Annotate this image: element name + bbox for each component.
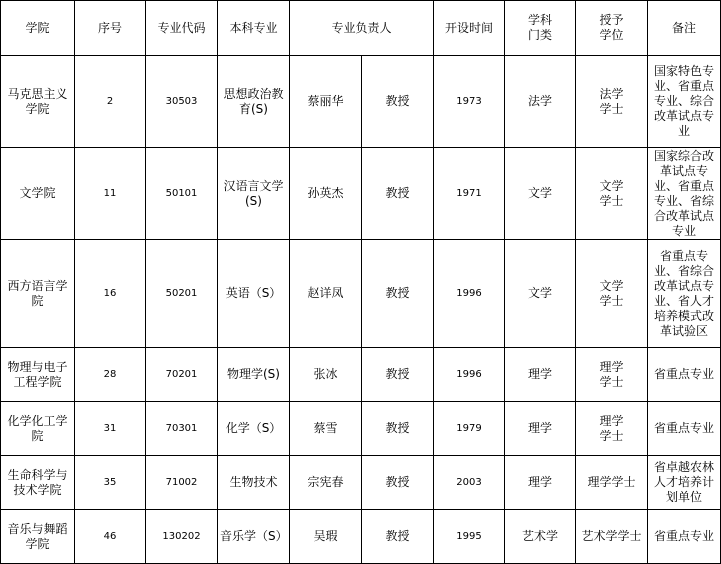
- cell-major: 音乐学（S）: [218, 510, 290, 564]
- cell-notes: 省重点专业: [648, 510, 721, 564]
- cell-college: 文学院: [1, 148, 75, 240]
- cell-code: 70301: [146, 402, 218, 456]
- cell-title: 教授: [362, 456, 434, 510]
- cell-degree: 理学 学士: [576, 402, 648, 456]
- cell-college: 音乐与舞蹈学院: [1, 510, 75, 564]
- cell-degree: 艺术学学士: [576, 510, 648, 564]
- cell-title: 教授: [362, 56, 434, 148]
- cell-seq: 46: [75, 510, 146, 564]
- cell-title: 教授: [362, 348, 434, 402]
- cell-leader: 蔡丽华: [290, 56, 362, 148]
- cell-year: 1979: [434, 402, 505, 456]
- cell-category: 艺术学: [505, 510, 576, 564]
- cell-major: 汉语言文学(S): [218, 148, 290, 240]
- header-college: 学院: [1, 1, 75, 56]
- header-year: 开设时间: [434, 1, 505, 56]
- cell-seq: 11: [75, 148, 146, 240]
- cell-notes: 省重点专业: [648, 402, 721, 456]
- cell-leader: 吴瑕: [290, 510, 362, 564]
- cell-major: 英语（S）: [218, 240, 290, 348]
- cell-notes: 国家特色专业、省重点专业、综合改革试点专业: [648, 56, 721, 148]
- cell-title: 教授: [362, 240, 434, 348]
- cell-code: 130202: [146, 510, 218, 564]
- cell-seq: 2: [75, 56, 146, 148]
- table-row: [1, 148, 721, 240]
- header-degree: 授予 学位: [576, 1, 648, 56]
- cell-leader: 赵详凤: [290, 240, 362, 348]
- cell-leader: 蔡雪: [290, 402, 362, 456]
- table-row: [1, 456, 721, 510]
- cell-category: 理学: [505, 348, 576, 402]
- table-row: [1, 56, 721, 148]
- cell-code: 70201: [146, 348, 218, 402]
- cell-college: 马克思主义学院: [1, 56, 75, 148]
- cell-college: 化学化工学院: [1, 402, 75, 456]
- cell-category: 理学: [505, 456, 576, 510]
- header-category: 学科 门类: [505, 1, 576, 56]
- header-seq: 序号: [75, 1, 146, 56]
- cell-notes: 国家综合改革试点专业、省重点专业、省综合改革试点专业: [648, 148, 721, 240]
- cell-notes: 省重点专业、省综合改革试点专业、省人才培养模式改革试验区: [648, 240, 721, 348]
- cell-college: 西方语言学院: [1, 240, 75, 348]
- table-row: [1, 240, 721, 348]
- cell-year: 1973: [434, 56, 505, 148]
- cell-category: 理学: [505, 402, 576, 456]
- cell-major: 生物技术: [218, 456, 290, 510]
- cell-title: 教授: [362, 148, 434, 240]
- cell-code: 71002: [146, 456, 218, 510]
- cell-major: 思想政治教育(S): [218, 56, 290, 148]
- cell-year: 1971: [434, 148, 505, 240]
- table-row: [1, 510, 721, 564]
- cell-category: 文学: [505, 240, 576, 348]
- cell-category: 文学: [505, 148, 576, 240]
- cell-college: 生命科学与技术学院: [1, 456, 75, 510]
- cell-seq: 28: [75, 348, 146, 402]
- table-header-row: [1, 1, 721, 56]
- cell-degree: 文学 学士: [576, 240, 648, 348]
- table-row: [1, 348, 721, 402]
- cell-code: 50101: [146, 148, 218, 240]
- cell-degree: 理学 学士: [576, 348, 648, 402]
- header-code: 专业代码: [146, 1, 218, 56]
- cell-year: 1995: [434, 510, 505, 564]
- cell-degree: 法学 学士: [576, 56, 648, 148]
- cell-seq: 35: [75, 456, 146, 510]
- cell-degree: 理学学士: [576, 456, 648, 510]
- cell-title: 教授: [362, 402, 434, 456]
- cell-seq: 31: [75, 402, 146, 456]
- cell-degree: 文学 学士: [576, 148, 648, 240]
- cell-year: 1996: [434, 348, 505, 402]
- cell-leader: 张冰: [290, 348, 362, 402]
- cell-notes: 省重点专业: [648, 348, 721, 402]
- cell-leader: 宗宪春: [290, 456, 362, 510]
- cell-code: 50201: [146, 240, 218, 348]
- cell-year: 1996: [434, 240, 505, 348]
- header-leader: 专业负责人: [290, 1, 434, 56]
- cell-title: 教授: [362, 510, 434, 564]
- cell-notes: 省卓越农林人才培养计划单位: [648, 456, 721, 510]
- cell-major: 化学（S）: [218, 402, 290, 456]
- header-notes: 备注: [648, 1, 721, 56]
- cell-category: 法学: [505, 56, 576, 148]
- cell-code: 30503: [146, 56, 218, 148]
- cell-leader: 孙英杰: [290, 148, 362, 240]
- cell-college: 物理与电子工程学院: [1, 348, 75, 402]
- table-row: [1, 402, 721, 456]
- cell-seq: 16: [75, 240, 146, 348]
- cell-year: 2003: [434, 456, 505, 510]
- header-major: 本科专业: [218, 1, 290, 56]
- cell-major: 物理学(S): [218, 348, 290, 402]
